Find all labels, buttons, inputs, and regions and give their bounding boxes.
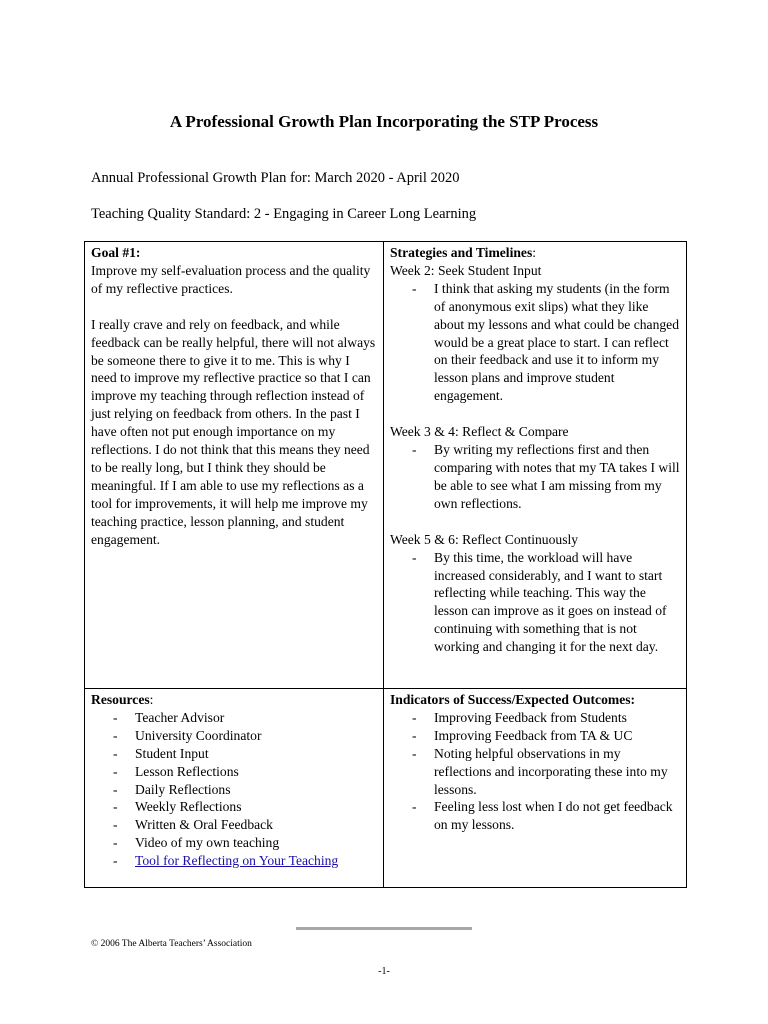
annual-plan-line: Annual Professional Growth Plan for: March 2020 - April 2020 [91,170,460,186]
resource-item: - Lesson Reflections [113,763,377,781]
week-block [390,262,680,405]
resource-item [113,852,377,870]
goal-cell [85,242,384,689]
copyright-notice: © 2006 The Alberta Teachers’ Association [91,939,252,949]
growth-plan-table [84,241,687,888]
indicators-heading: Indicators of Success/Expected Outcomes: [390,692,636,707]
indicator-item: - Improving Feedback from Students [412,709,680,727]
week-label: Week 2: Seek Student Input [390,262,542,278]
strategies-cell [384,242,687,689]
indicator-item: - Improving Feedback from TA & UC [412,727,680,745]
resource-item: - Daily Reflections [113,781,377,799]
resource-item: - Video of my own teaching [113,834,377,852]
goal-heading: Goal #1: [91,245,141,260]
footer-divider [296,927,472,930]
indicator-item: - Feeling less lost when I do not get feedback on my lessons. [412,798,680,834]
indicator-item: - Noting helpful observations in my reflections and incorporating these into my lessons. [412,745,680,799]
resource-item: - Weekly Reflections [113,798,377,816]
page-number: -1- [378,966,390,977]
teaching-standard-line: Teaching Quality Standard: 2 - Engaging in Career Long Learning [91,206,477,222]
resources-cell [85,689,384,888]
resource-item: - Teacher Advisor [113,709,377,727]
week-block [390,531,680,656]
goal-body: I really crave and rely on feedback, and while feedback can be really helpful, there will not always be someone there to give it to me. This is why I need to improve my reflective practice so that I can improve my teaching through reflection instead of just relying on feedback from others. In the past I have often not put enough importance on my reflections. I do not think that this means they need to be really long, but I think they should be meaningful. If I am able to use my reflections as a tool for improvements, it will help me improve my teaching practice, lesson planning, and student engagement. [91,316,376,547]
week-label: Week 3 & 4: Reflect & Compare [390,424,569,440]
goal-summary: Improve my self-evaluation process and the quality of my reflective practices. [91,262,371,296]
week-label: Week 5 & 6: Reflect Continuously [390,531,579,547]
week-item: - By writing my reflections first and then comparing with notes that my TA takes I will be able to see what I am missing from my own reflections. [412,441,680,513]
resources-heading: Resources: [91,692,154,707]
resource-item: - Student Input [113,745,377,763]
reflecting-tool-link[interactable]: Tool for Reflecting on Your Teaching [135,853,339,869]
indicators-cell [384,689,687,888]
week-item: - By this time, the workload will have increased considerably, and I want to start reflecting while teaching. This way the lesson can improve as it goes on instead of continuing with something that is not working and changing it for the next day. [412,549,680,656]
resource-item: - Written & Oral Feedback [113,816,377,834]
resource-item: - University Coordinator [113,727,377,745]
week-item: - I think that asking my students (in the form of anonymous exit slips) what they like about my lessons and what could be changed would be a great place to start. I can reflect on their feedback and use it to inform my lesson plans and improve student engagement. [412,280,680,405]
strategies-heading: Strategies and Timelines: [390,245,537,260]
document-title: A Professional Growth Plan Incorporating the STP Process [169,112,599,131]
week-block [390,423,680,513]
